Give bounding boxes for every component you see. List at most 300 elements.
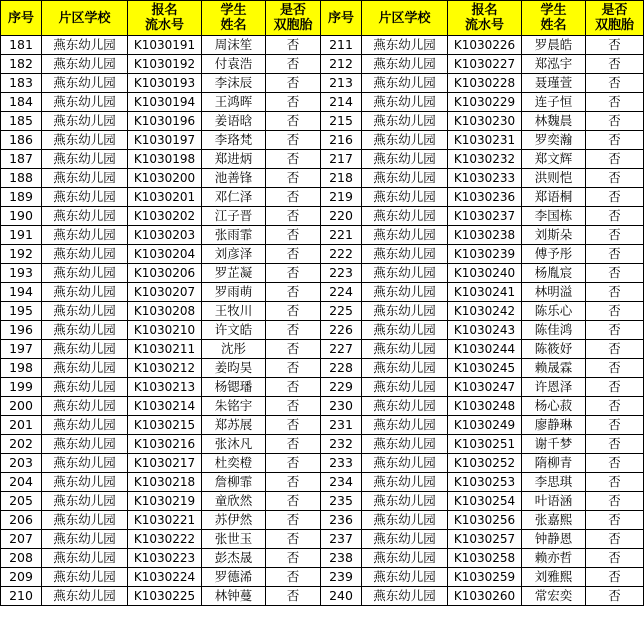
- cell-twins: 否: [586, 492, 644, 511]
- header-student-name: [202, 1, 266, 36]
- cell-seq: 193: [1, 264, 42, 283]
- cell-school: 燕东幼儿园: [42, 473, 128, 492]
- cell-student-name: 赖晟霖: [522, 359, 586, 378]
- cell-serial: K1030200: [128, 169, 202, 188]
- cell-school: 燕东幼儿园: [42, 264, 128, 283]
- cell-student-name: 许恩泽: [522, 378, 586, 397]
- cell-seq: 208: [1, 549, 42, 568]
- cell-school: 燕东幼儿园: [362, 36, 448, 55]
- cell-school: 燕东幼儿园: [362, 55, 448, 74]
- cell-school: 燕东幼儿园: [42, 549, 128, 568]
- cell-seq: 233: [321, 454, 362, 473]
- cell-serial: K1030211: [128, 340, 202, 359]
- cell-serial: K1030231: [448, 131, 522, 150]
- cell-twins: 否: [586, 359, 644, 378]
- cell-school: 燕东幼儿园: [42, 321, 128, 340]
- cell-seq: 181: [1, 36, 42, 55]
- cell-school: 燕东幼儿园: [42, 454, 128, 473]
- cell-twins: 否: [266, 492, 321, 511]
- cell-seq: 213: [321, 74, 362, 93]
- cell-serial: K1030197: [128, 131, 202, 150]
- cell-student-name: 邓仁泽: [202, 188, 266, 207]
- cell-student-name: 姜语晗: [202, 112, 266, 131]
- cell-twins: 否: [586, 378, 644, 397]
- cell-student-name: 郑语桐: [522, 188, 586, 207]
- cell-serial: K1030249: [448, 416, 522, 435]
- cell-twins: 否: [586, 416, 644, 435]
- table-row: [1, 55, 644, 74]
- cell-student-name: 杜奕橙: [202, 454, 266, 473]
- cell-twins: 否: [586, 188, 644, 207]
- cell-seq: 210: [1, 587, 42, 606]
- cell-student-name: 王牧川: [202, 302, 266, 321]
- cell-student-name: 陈乐心: [522, 302, 586, 321]
- cell-serial: K1030243: [448, 321, 522, 340]
- table-row: [1, 359, 644, 378]
- cell-twins: 否: [586, 93, 644, 112]
- cell-student-name: 洪则恺: [522, 169, 586, 188]
- cell-student-name: 傅予彤: [522, 245, 586, 264]
- cell-student-name: 刘雅熙: [522, 568, 586, 587]
- cell-twins: 否: [586, 340, 644, 359]
- header-row: [1, 1, 644, 36]
- cell-seq: 217: [321, 150, 362, 169]
- cell-serial: K1030217: [128, 454, 202, 473]
- cell-serial: K1030251: [448, 435, 522, 454]
- cell-serial: K1030240: [448, 264, 522, 283]
- table-row: [1, 169, 644, 188]
- header-serial-line1: 报名: [471, 3, 498, 18]
- cell-twins: 否: [266, 435, 321, 454]
- cell-seq: 227: [321, 340, 362, 359]
- cell-serial: K1030194: [128, 93, 202, 112]
- cell-student-name: 彭杰晟: [202, 549, 266, 568]
- cell-student-name: 池善锋: [202, 169, 266, 188]
- header-school: 片区学校: [362, 1, 448, 36]
- cell-seq: 229: [321, 378, 362, 397]
- cell-student-name: 刘斯朵: [522, 226, 586, 245]
- cell-serial: K1030238: [448, 226, 522, 245]
- cell-serial: K1030215: [128, 416, 202, 435]
- cell-seq: 185: [1, 112, 42, 131]
- cell-student-name: 刘彦泽: [202, 245, 266, 264]
- cell-school: 燕东幼儿园: [42, 169, 128, 188]
- cell-twins: 否: [586, 587, 644, 606]
- cell-student-name: 罗德浠: [202, 568, 266, 587]
- cell-twins: 否: [586, 283, 644, 302]
- cell-school: 燕东幼儿园: [362, 587, 448, 606]
- cell-student-name: 朱铭宇: [202, 397, 266, 416]
- cell-school: 燕东幼儿园: [42, 93, 128, 112]
- cell-student-name: 常宏奕: [522, 587, 586, 606]
- cell-twins: 否: [586, 530, 644, 549]
- table-row: [1, 245, 644, 264]
- cell-twins: 否: [266, 416, 321, 435]
- cell-student-name: 李沫辰: [202, 74, 266, 93]
- cell-twins: 否: [266, 454, 321, 473]
- table-header: [1, 1, 644, 36]
- cell-twins: 否: [266, 169, 321, 188]
- cell-student-name: 付袁浩: [202, 55, 266, 74]
- cell-school: 燕东幼儿园: [42, 112, 128, 131]
- header-serial-line1: 报名: [151, 3, 178, 18]
- cell-school: 燕东幼儿园: [362, 283, 448, 302]
- cell-student-name: 连子恒: [522, 93, 586, 112]
- cell-school: 燕东幼儿园: [362, 226, 448, 245]
- cell-school: 燕东幼儿园: [362, 112, 448, 131]
- cell-serial: K1030203: [128, 226, 202, 245]
- cell-twins: 否: [266, 283, 321, 302]
- cell-seq: 212: [321, 55, 362, 74]
- cell-seq: 216: [321, 131, 362, 150]
- cell-school: 燕东幼儿园: [362, 549, 448, 568]
- cell-serial: K1030202: [128, 207, 202, 226]
- cell-serial: K1030232: [448, 150, 522, 169]
- table-row: [1, 131, 644, 150]
- cell-serial: K1030252: [448, 454, 522, 473]
- cell-student-name: 赖亦哲: [522, 549, 586, 568]
- cell-student-name: 杨锶璠: [202, 378, 266, 397]
- cell-seq: 195: [1, 302, 42, 321]
- cell-twins: 否: [266, 150, 321, 169]
- cell-seq: 211: [321, 36, 362, 55]
- cell-seq: 230: [321, 397, 362, 416]
- header-name-line1: 学生: [540, 3, 567, 18]
- cell-school: 燕东幼儿园: [42, 283, 128, 302]
- cell-twins: 否: [586, 473, 644, 492]
- cell-seq: 200: [1, 397, 42, 416]
- cell-twins: 否: [586, 169, 644, 188]
- cell-school: 燕东幼儿园: [42, 36, 128, 55]
- cell-twins: 否: [586, 36, 644, 55]
- cell-seq: 202: [1, 435, 42, 454]
- cell-serial: K1030210: [128, 321, 202, 340]
- cell-twins: 否: [266, 131, 321, 150]
- cell-school: 燕东幼儿园: [42, 150, 128, 169]
- table-row: [1, 150, 644, 169]
- cell-serial: K1030247: [448, 378, 522, 397]
- cell-seq: 239: [321, 568, 362, 587]
- table-row: [1, 340, 644, 359]
- cell-seq: 220: [321, 207, 362, 226]
- header-twins: [586, 1, 644, 36]
- header-name-line2: 姓名: [220, 18, 247, 33]
- cell-student-name: 杨心菽: [522, 397, 586, 416]
- cell-serial: K1030233: [448, 169, 522, 188]
- cell-school: 燕东幼儿园: [362, 397, 448, 416]
- cell-student-name: 叶语涵: [522, 492, 586, 511]
- cell-school: 燕东幼儿园: [42, 245, 128, 264]
- cell-school: 燕东幼儿园: [42, 226, 128, 245]
- cell-seq: 197: [1, 340, 42, 359]
- cell-seq: 190: [1, 207, 42, 226]
- cell-serial: K1030193: [128, 74, 202, 93]
- cell-school: 燕东幼儿园: [362, 93, 448, 112]
- cell-twins: 否: [266, 340, 321, 359]
- table-row: [1, 188, 644, 207]
- header-twins-line1: 是否: [279, 3, 306, 18]
- cell-student-name: 郑泓宇: [522, 55, 586, 74]
- header-twins: [266, 1, 321, 36]
- cell-twins: 否: [266, 359, 321, 378]
- table-row: [1, 397, 644, 416]
- cell-school: 燕东幼儿园: [362, 340, 448, 359]
- cell-school: 燕东幼儿园: [362, 511, 448, 530]
- cell-twins: 否: [586, 321, 644, 340]
- cell-twins: 否: [266, 264, 321, 283]
- cell-seq: 226: [321, 321, 362, 340]
- cell-serial: K1030248: [448, 397, 522, 416]
- table-row: [1, 207, 644, 226]
- cell-seq: 206: [1, 511, 42, 530]
- table-row: [1, 378, 644, 397]
- cell-student-name: 杨胤宸: [522, 264, 586, 283]
- cell-student-name: 隋柳青: [522, 454, 586, 473]
- cell-twins: 否: [586, 112, 644, 131]
- cell-student-name: 王鸿晖: [202, 93, 266, 112]
- table-row: [1, 112, 644, 131]
- header-twins-line1: 是否: [601, 3, 628, 18]
- cell-serial: K1030226: [448, 36, 522, 55]
- header-seq: 序号: [1, 1, 42, 36]
- cell-seq: 182: [1, 55, 42, 74]
- cell-twins: 否: [266, 473, 321, 492]
- cell-seq: 234: [321, 473, 362, 492]
- cell-school: 燕东幼儿园: [362, 245, 448, 264]
- cell-twins: 否: [266, 245, 321, 264]
- cell-seq: 194: [1, 283, 42, 302]
- cell-serial: K1030257: [448, 530, 522, 549]
- cell-serial: K1030208: [128, 302, 202, 321]
- cell-student-name: 钟静恩: [522, 530, 586, 549]
- cell-student-name: 林明溢: [522, 283, 586, 302]
- cell-serial: K1030242: [448, 302, 522, 321]
- cell-twins: 否: [586, 74, 644, 93]
- cell-student-name: 张沐凡: [202, 435, 266, 454]
- cell-serial: K1030222: [128, 530, 202, 549]
- cell-twins: 否: [586, 511, 644, 530]
- cell-school: 燕东幼儿园: [42, 340, 128, 359]
- cell-student-name: 罗芷凝: [202, 264, 266, 283]
- cell-student-name: 陈佳鸿: [522, 321, 586, 340]
- cell-twins: 否: [586, 55, 644, 74]
- cell-seq: 218: [321, 169, 362, 188]
- cell-student-name: 李珞梵: [202, 131, 266, 150]
- cell-seq: 235: [321, 492, 362, 511]
- cell-serial: K1030214: [128, 397, 202, 416]
- cell-seq: 214: [321, 93, 362, 112]
- cell-seq: 186: [1, 131, 42, 150]
- table-row: [1, 283, 644, 302]
- cell-school: 燕东幼儿园: [42, 435, 128, 454]
- cell-school: 燕东幼儿园: [362, 473, 448, 492]
- cell-serial: K1030191: [128, 36, 202, 55]
- cell-school: 燕东幼儿园: [42, 587, 128, 606]
- cell-twins: 否: [586, 435, 644, 454]
- cell-school: 燕东幼儿园: [362, 321, 448, 340]
- cell-student-name: 廖静琳: [522, 416, 586, 435]
- cell-serial: K1030224: [128, 568, 202, 587]
- cell-serial: K1030192: [128, 55, 202, 74]
- cell-seq: 224: [321, 283, 362, 302]
- cell-serial: K1030244: [448, 340, 522, 359]
- cell-school: 燕东幼儿园: [362, 302, 448, 321]
- cell-student-name: 罗奕瀚: [522, 131, 586, 150]
- cell-student-name: 郑进炳: [202, 150, 266, 169]
- cell-serial: K1030201: [128, 188, 202, 207]
- cell-seq: 219: [321, 188, 362, 207]
- cell-school: 燕东幼儿园: [42, 416, 128, 435]
- cell-seq: 205: [1, 492, 42, 511]
- table-row: [1, 36, 644, 55]
- cell-twins: 否: [586, 397, 644, 416]
- cell-seq: 240: [321, 587, 362, 606]
- cell-student-name: 江子晋: [202, 207, 266, 226]
- table-row: [1, 549, 644, 568]
- table-row: [1, 530, 644, 549]
- cell-serial: K1030259: [448, 568, 522, 587]
- cell-student-name: 周沫笙: [202, 36, 266, 55]
- cell-seq: 189: [1, 188, 42, 207]
- table-row: [1, 473, 644, 492]
- cell-twins: 否: [266, 397, 321, 416]
- cell-seq: 199: [1, 378, 42, 397]
- header-seq: 序号: [321, 1, 362, 36]
- cell-student-name: 聂瑾萱: [522, 74, 586, 93]
- cell-school: 燕东幼儿园: [362, 568, 448, 587]
- cell-seq: 201: [1, 416, 42, 435]
- header-twins-line2: 双胞胎: [594, 18, 634, 33]
- cell-seq: 238: [321, 549, 362, 568]
- table-row: [1, 568, 644, 587]
- cell-twins: 否: [586, 131, 644, 150]
- cell-seq: 183: [1, 74, 42, 93]
- cell-twins: 否: [586, 454, 644, 473]
- cell-twins: 否: [266, 55, 321, 74]
- table-row: [1, 74, 644, 93]
- table-row: [1, 321, 644, 340]
- cell-seq: 232: [321, 435, 362, 454]
- cell-serial: K1030206: [128, 264, 202, 283]
- cell-school: 燕东幼儿园: [42, 359, 128, 378]
- cell-student-name: 张世玉: [202, 530, 266, 549]
- header-school: 片区学校: [42, 1, 128, 36]
- cell-school: 燕东幼儿园: [42, 131, 128, 150]
- cell-serial: K1030260: [448, 587, 522, 606]
- cell-twins: 否: [586, 302, 644, 321]
- table-row: [1, 93, 644, 112]
- cell-seq: 209: [1, 568, 42, 587]
- cell-school: 燕东幼儿园: [362, 359, 448, 378]
- cell-serial: K1030198: [128, 150, 202, 169]
- cell-student-name: 陈筱妤: [522, 340, 586, 359]
- cell-student-name: 郑苏展: [202, 416, 266, 435]
- header-twins-line2: 双胞胎: [273, 18, 313, 33]
- cell-serial: K1030258: [448, 549, 522, 568]
- cell-twins: 否: [266, 93, 321, 112]
- cell-twins: 否: [266, 587, 321, 606]
- cell-twins: 否: [266, 112, 321, 131]
- cell-serial: K1030230: [448, 112, 522, 131]
- cell-student-name: 苏伊然: [202, 511, 266, 530]
- cell-serial: K1030239: [448, 245, 522, 264]
- cell-school: 燕东幼儿园: [362, 188, 448, 207]
- cell-twins: 否: [266, 74, 321, 93]
- cell-twins: 否: [586, 264, 644, 283]
- cell-seq: 231: [321, 416, 362, 435]
- cell-serial: K1030212: [128, 359, 202, 378]
- header-serial: [448, 1, 522, 36]
- cell-twins: 否: [266, 207, 321, 226]
- table-row: [1, 492, 644, 511]
- cell-school: 燕东幼儿园: [362, 378, 448, 397]
- cell-serial: K1030253: [448, 473, 522, 492]
- cell-twins: 否: [586, 568, 644, 587]
- cell-serial: K1030196: [128, 112, 202, 131]
- table-row: [1, 264, 644, 283]
- cell-seq: 196: [1, 321, 42, 340]
- cell-serial: K1030213: [128, 378, 202, 397]
- cell-twins: 否: [266, 188, 321, 207]
- cell-school: 燕东幼儿园: [42, 511, 128, 530]
- cell-school: 燕东幼儿园: [362, 492, 448, 511]
- cell-seq: 207: [1, 530, 42, 549]
- cell-serial: K1030229: [448, 93, 522, 112]
- cell-seq: 191: [1, 226, 42, 245]
- table-row: [1, 416, 644, 435]
- cell-student-name: 张嘉熙: [522, 511, 586, 530]
- cell-student-name: 张雨霏: [202, 226, 266, 245]
- cell-serial: K1030227: [448, 55, 522, 74]
- cell-serial: K1030225: [128, 587, 202, 606]
- cell-serial: K1030223: [128, 549, 202, 568]
- cell-student-name: 谢千梦: [522, 435, 586, 454]
- cell-student-name: 郑文辉: [522, 150, 586, 169]
- cell-student-name: 林魏晨: [522, 112, 586, 131]
- table-row: [1, 454, 644, 473]
- cell-school: 燕东幼儿园: [362, 207, 448, 226]
- cell-student-name: 罗晨皓: [522, 36, 586, 55]
- cell-student-name: 李国栋: [522, 207, 586, 226]
- cell-school: 燕东幼儿园: [42, 302, 128, 321]
- cell-twins: 否: [266, 36, 321, 55]
- cell-school: 燕东幼儿园: [362, 416, 448, 435]
- header-serial-line2: 流水号: [144, 18, 184, 33]
- header-serial: [128, 1, 202, 36]
- cell-twins: 否: [586, 226, 644, 245]
- cell-seq: 203: [1, 454, 42, 473]
- header-name-line1: 学生: [220, 3, 247, 18]
- cell-seq: 188: [1, 169, 42, 188]
- cell-school: 燕东幼儿园: [362, 264, 448, 283]
- cell-school: 燕东幼儿园: [42, 207, 128, 226]
- cell-twins: 否: [266, 321, 321, 340]
- cell-school: 燕东幼儿园: [362, 150, 448, 169]
- cell-seq: 223: [321, 264, 362, 283]
- cell-student-name: 罗雨萌: [202, 283, 266, 302]
- cell-twins: 否: [266, 568, 321, 587]
- cell-twins: 否: [266, 530, 321, 549]
- cell-twins: 否: [266, 549, 321, 568]
- cell-seq: 198: [1, 359, 42, 378]
- cell-school: 燕东幼儿园: [42, 530, 128, 549]
- cell-student-name: 姜昀昊: [202, 359, 266, 378]
- cell-serial: K1030207: [128, 283, 202, 302]
- cell-school: 燕东幼儿园: [42, 568, 128, 587]
- cell-twins: 否: [266, 378, 321, 397]
- cell-seq: 222: [321, 245, 362, 264]
- table-body: [1, 36, 644, 606]
